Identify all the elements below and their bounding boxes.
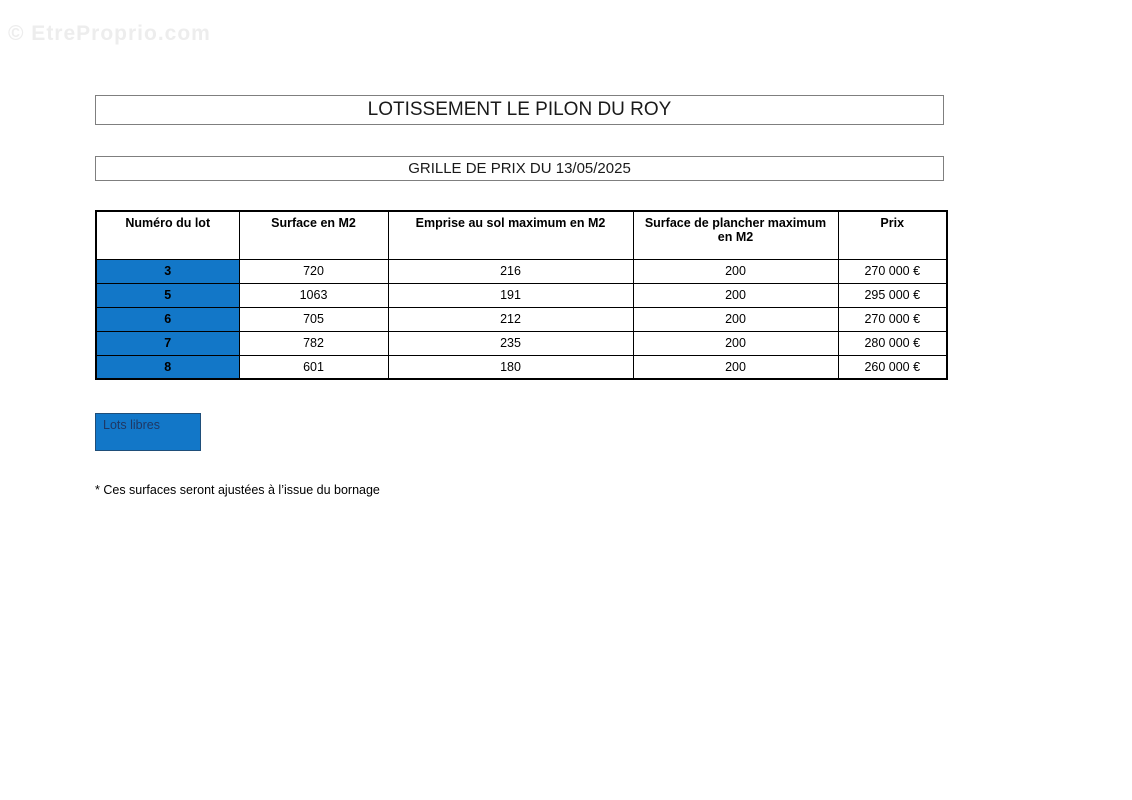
price-grid-subtitle: GRILLE DE PRIX DU 13/05/2025 xyxy=(408,160,631,177)
table-row xyxy=(96,283,947,307)
main-title-box xyxy=(95,95,944,125)
prix-cell: 260 000 € xyxy=(838,355,947,379)
table-row xyxy=(96,259,947,283)
surface-cell: 1063 xyxy=(239,283,388,307)
lot-number-cell: 3 xyxy=(96,259,239,283)
plancher-cell: 200 xyxy=(633,307,838,331)
table-row xyxy=(96,331,947,355)
surface-cell: 705 xyxy=(239,307,388,331)
emprise-cell: 191 xyxy=(388,283,633,307)
header-plancher: Surface de plancher maximum en M2 xyxy=(633,211,838,259)
footnote-text: * Ces surfaces seront ajustées à l’issue du bornage xyxy=(95,483,380,497)
page-title: LOTISSEMENT LE PILON DU ROY xyxy=(367,99,672,120)
subtitle-box xyxy=(95,156,944,181)
lot-number-cell: 5 xyxy=(96,283,239,307)
lot-number-cell: 7 xyxy=(96,331,239,355)
surface-cell: 782 xyxy=(239,331,388,355)
lot-number-cell: 8 xyxy=(96,355,239,379)
emprise-cell: 216 xyxy=(388,259,633,283)
price-grid-table xyxy=(95,210,948,380)
lots-libres-legend xyxy=(95,413,201,451)
header-surface: Surface en M2 xyxy=(239,211,388,259)
plancher-cell: 200 xyxy=(633,331,838,355)
header-emprise: Emprise au sol maximum en M2 xyxy=(388,211,633,259)
plancher-cell: 200 xyxy=(633,283,838,307)
header-lot-number: Numéro du lot xyxy=(96,211,239,259)
legend-label: Lots libres xyxy=(103,418,160,432)
plancher-cell: 200 xyxy=(633,259,838,283)
prix-cell: 270 000 € xyxy=(838,259,947,283)
prix-cell: 295 000 € xyxy=(838,283,947,307)
surface-cell: 720 xyxy=(239,259,388,283)
plancher-cell: 200 xyxy=(633,355,838,379)
emprise-cell: 180 xyxy=(388,355,633,379)
lot-number-cell: 6 xyxy=(96,307,239,331)
table-row xyxy=(96,307,947,331)
prix-cell: 270 000 € xyxy=(838,307,947,331)
prix-cell: 280 000 € xyxy=(838,331,947,355)
surface-cell: 601 xyxy=(239,355,388,379)
watermark-logo: © EtreProprio.com xyxy=(8,22,211,45)
emprise-cell: 235 xyxy=(388,331,633,355)
table-header-row xyxy=(96,211,947,259)
table-row xyxy=(96,355,947,379)
emprise-cell: 212 xyxy=(388,307,633,331)
header-prix: Prix xyxy=(838,211,947,259)
